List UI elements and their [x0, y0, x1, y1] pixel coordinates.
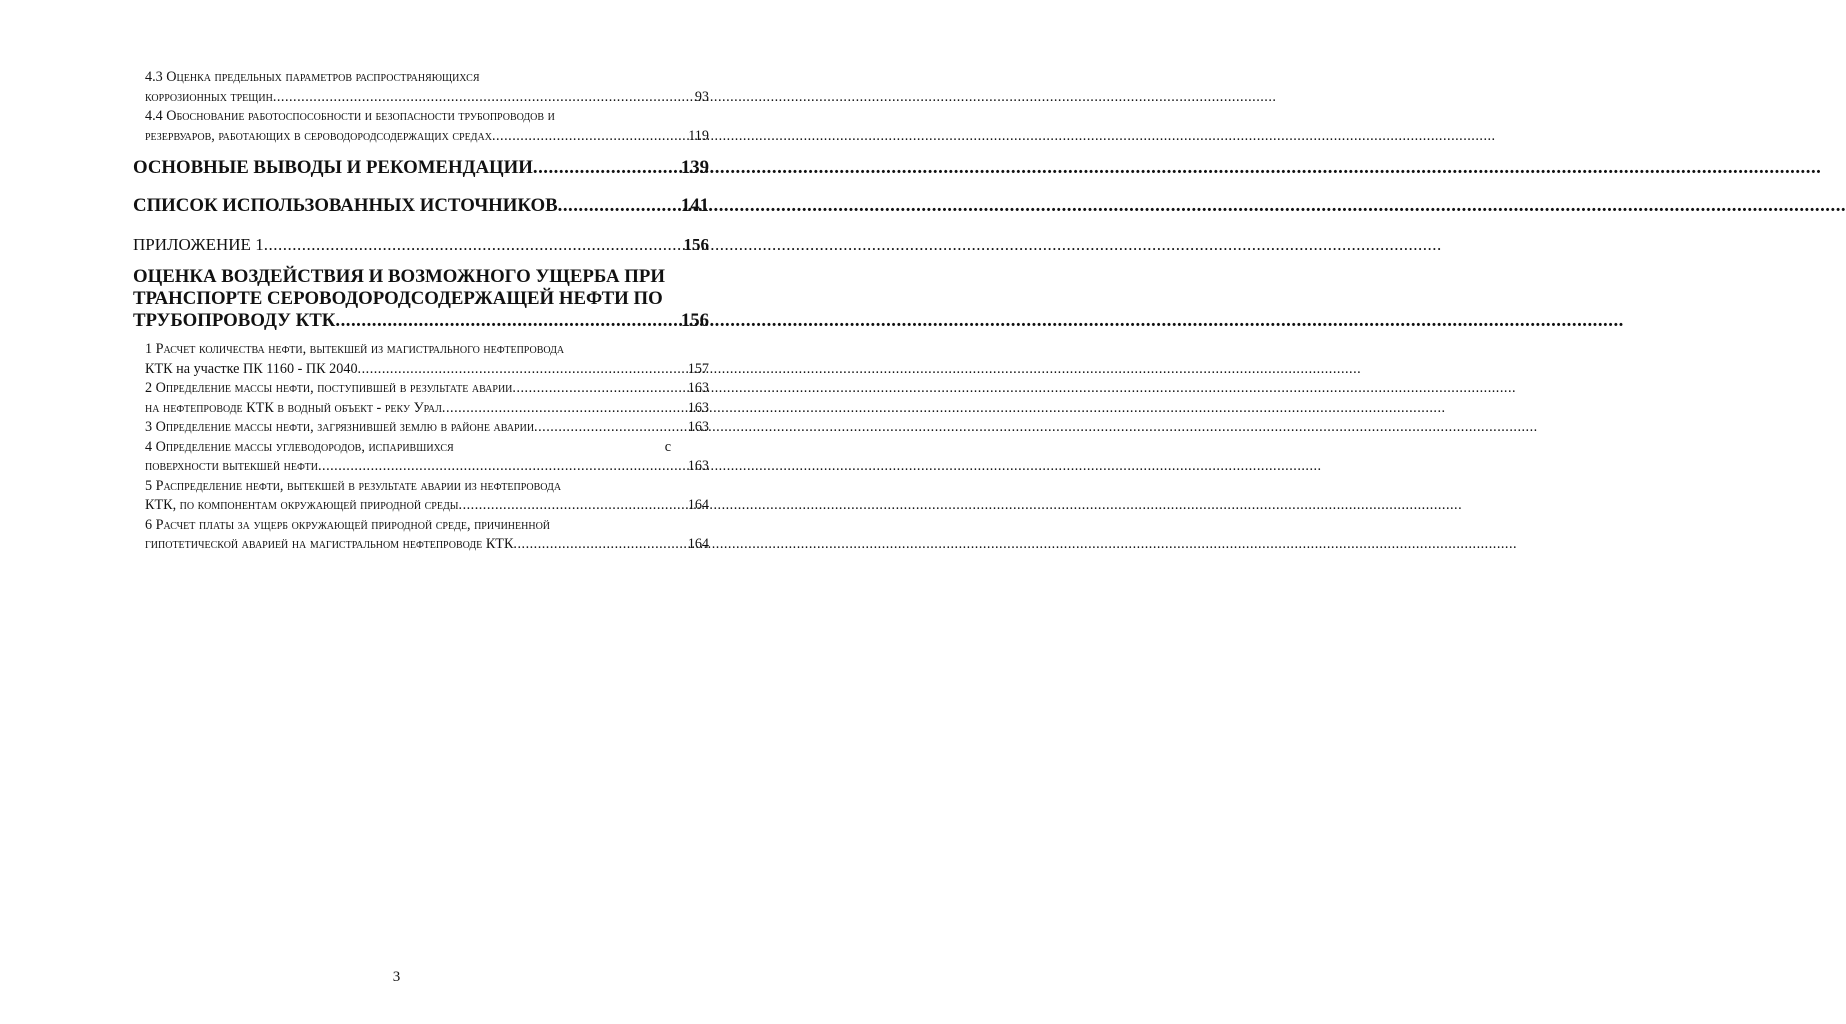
toc-entry-title-cont: на нефтепроводе КТК в водный объект - реку Урал — [145, 399, 442, 416]
toc-page-number: 119 — [688, 127, 709, 144]
leader-dots — [513, 535, 687, 555]
table-of-contents — [133, 68, 709, 555]
leader-dots — [442, 399, 688, 419]
toc-entry-title: СПИСОК ИСПОЛЬЗОВАННЫХ ИСТОЧНИКОВ — [133, 195, 558, 216]
toc-entry-title: 4.4 Обоснование работоспособности и безопасности трубопроводов и — [145, 108, 555, 124]
toc-entry-title-cont: КТК на участке ПК 1160 - ПК 2040 — [145, 360, 358, 377]
toc-entry-title-cont: ТРУБОПРОВОДУ КТК — [133, 310, 336, 331]
toc-entry-title-cont: коррозионных трещин — [145, 88, 273, 105]
toc-entry-conclusions — [133, 156, 709, 180]
leader-dots — [558, 194, 681, 218]
toc-item-4 — [133, 438, 709, 477]
toc-item-2 — [133, 379, 709, 418]
toc-entry-title: 6 Расчет платы за ущерб окружающей природной среде, причиненной — [145, 516, 551, 533]
leader-dots — [264, 234, 684, 256]
toc-item-3 — [133, 418, 709, 438]
toc-entry-4-3 — [133, 68, 709, 107]
page-number: 3 — [392, 969, 401, 985]
leader-dots — [492, 127, 688, 147]
toc-entry-title: 4.3 Оценка предельных параметров распространяющихся — [145, 69, 480, 85]
toc-item-1 — [133, 340, 709, 379]
toc-entry-title-cont: КТК, по компонентам окружающей природной среды — [145, 497, 459, 513]
toc-entry-title: ОЦЕНКА ВОЗДЕЙСТВИЯ И ВОЗМОЖНОГО УЩЕРБА ПРИ — [133, 266, 665, 287]
toc-entry-title: ПРИЛОЖЕНИЕ 1 — [133, 235, 264, 254]
toc-entry-title: 1 Расчет количества нефти, вытекшей из магистрального нефтепровода — [145, 341, 565, 357]
toc-entry-title-tail: с — [664, 438, 671, 455]
toc-entry-4-4 — [133, 107, 709, 146]
toc-entry-title-cont: ТРАНСПОРТЕ СЕРОВОДОРОДСОДЕРЖАЩЕЙ НЕФТИ ПО — [133, 288, 663, 309]
toc-entry-title-cont: резервуаров, работающих в сероводородсодержащих средах — [145, 127, 492, 144]
toc-entry-title: 5 Распределение нефти, вытекшей в результате аварии из нефтепровода — [145, 477, 562, 494]
leader-dots — [512, 379, 687, 399]
toc-page-number: 139 — [680, 157, 709, 178]
leader-dots — [273, 88, 695, 108]
toc-page-number: 163 — [687, 458, 709, 474]
toc-entry-appendix-section — [133, 266, 709, 332]
toc-page-number: 141 — [680, 195, 709, 216]
toc-page-number: 163 — [687, 399, 709, 416]
leader-dots — [358, 360, 688, 380]
toc-entry-title-cont: гипотетической аварией на магистральном нефтепроводе КТК — [145, 536, 514, 552]
toc-page-number: 164 — [687, 497, 709, 513]
toc-item-5 — [133, 477, 709, 516]
leader-dots — [318, 457, 688, 477]
toc-page-number: 163 — [687, 419, 709, 435]
leader-dots — [533, 156, 681, 180]
toc-entry-title: 3 Определение массы нефти, загрязнившей землю в районе аварии — [145, 419, 535, 435]
toc-entry-title: 2 Определение массы нефти, поступившей в результате аварии — [145, 380, 513, 396]
toc-page-number: 156 — [683, 235, 709, 254]
toc-page-number: 164 — [687, 536, 709, 552]
toc-entry-title-cont: поверхности вытекшей нефти — [145, 458, 318, 474]
leader-dots — [459, 496, 688, 516]
leader-dots — [335, 310, 680, 332]
toc-entry-title: ОСНОВНЫЕ ВЫВОДЫ И РЕКОМЕНДАЦИИ — [133, 157, 533, 178]
leader-dots — [534, 418, 688, 438]
toc-entry-appendix — [133, 234, 709, 256]
toc-page-number: 156 — [680, 310, 709, 331]
toc-entry-title: 4 Определение массы углеводородов, испарившихся — [145, 438, 454, 455]
toc-item-6 — [133, 516, 709, 555]
toc-page-number: 163 — [687, 380, 709, 396]
toc-entry-references — [133, 194, 709, 218]
toc-page-number: 157 — [687, 360, 709, 377]
toc-page-number: 93 — [694, 88, 709, 105]
